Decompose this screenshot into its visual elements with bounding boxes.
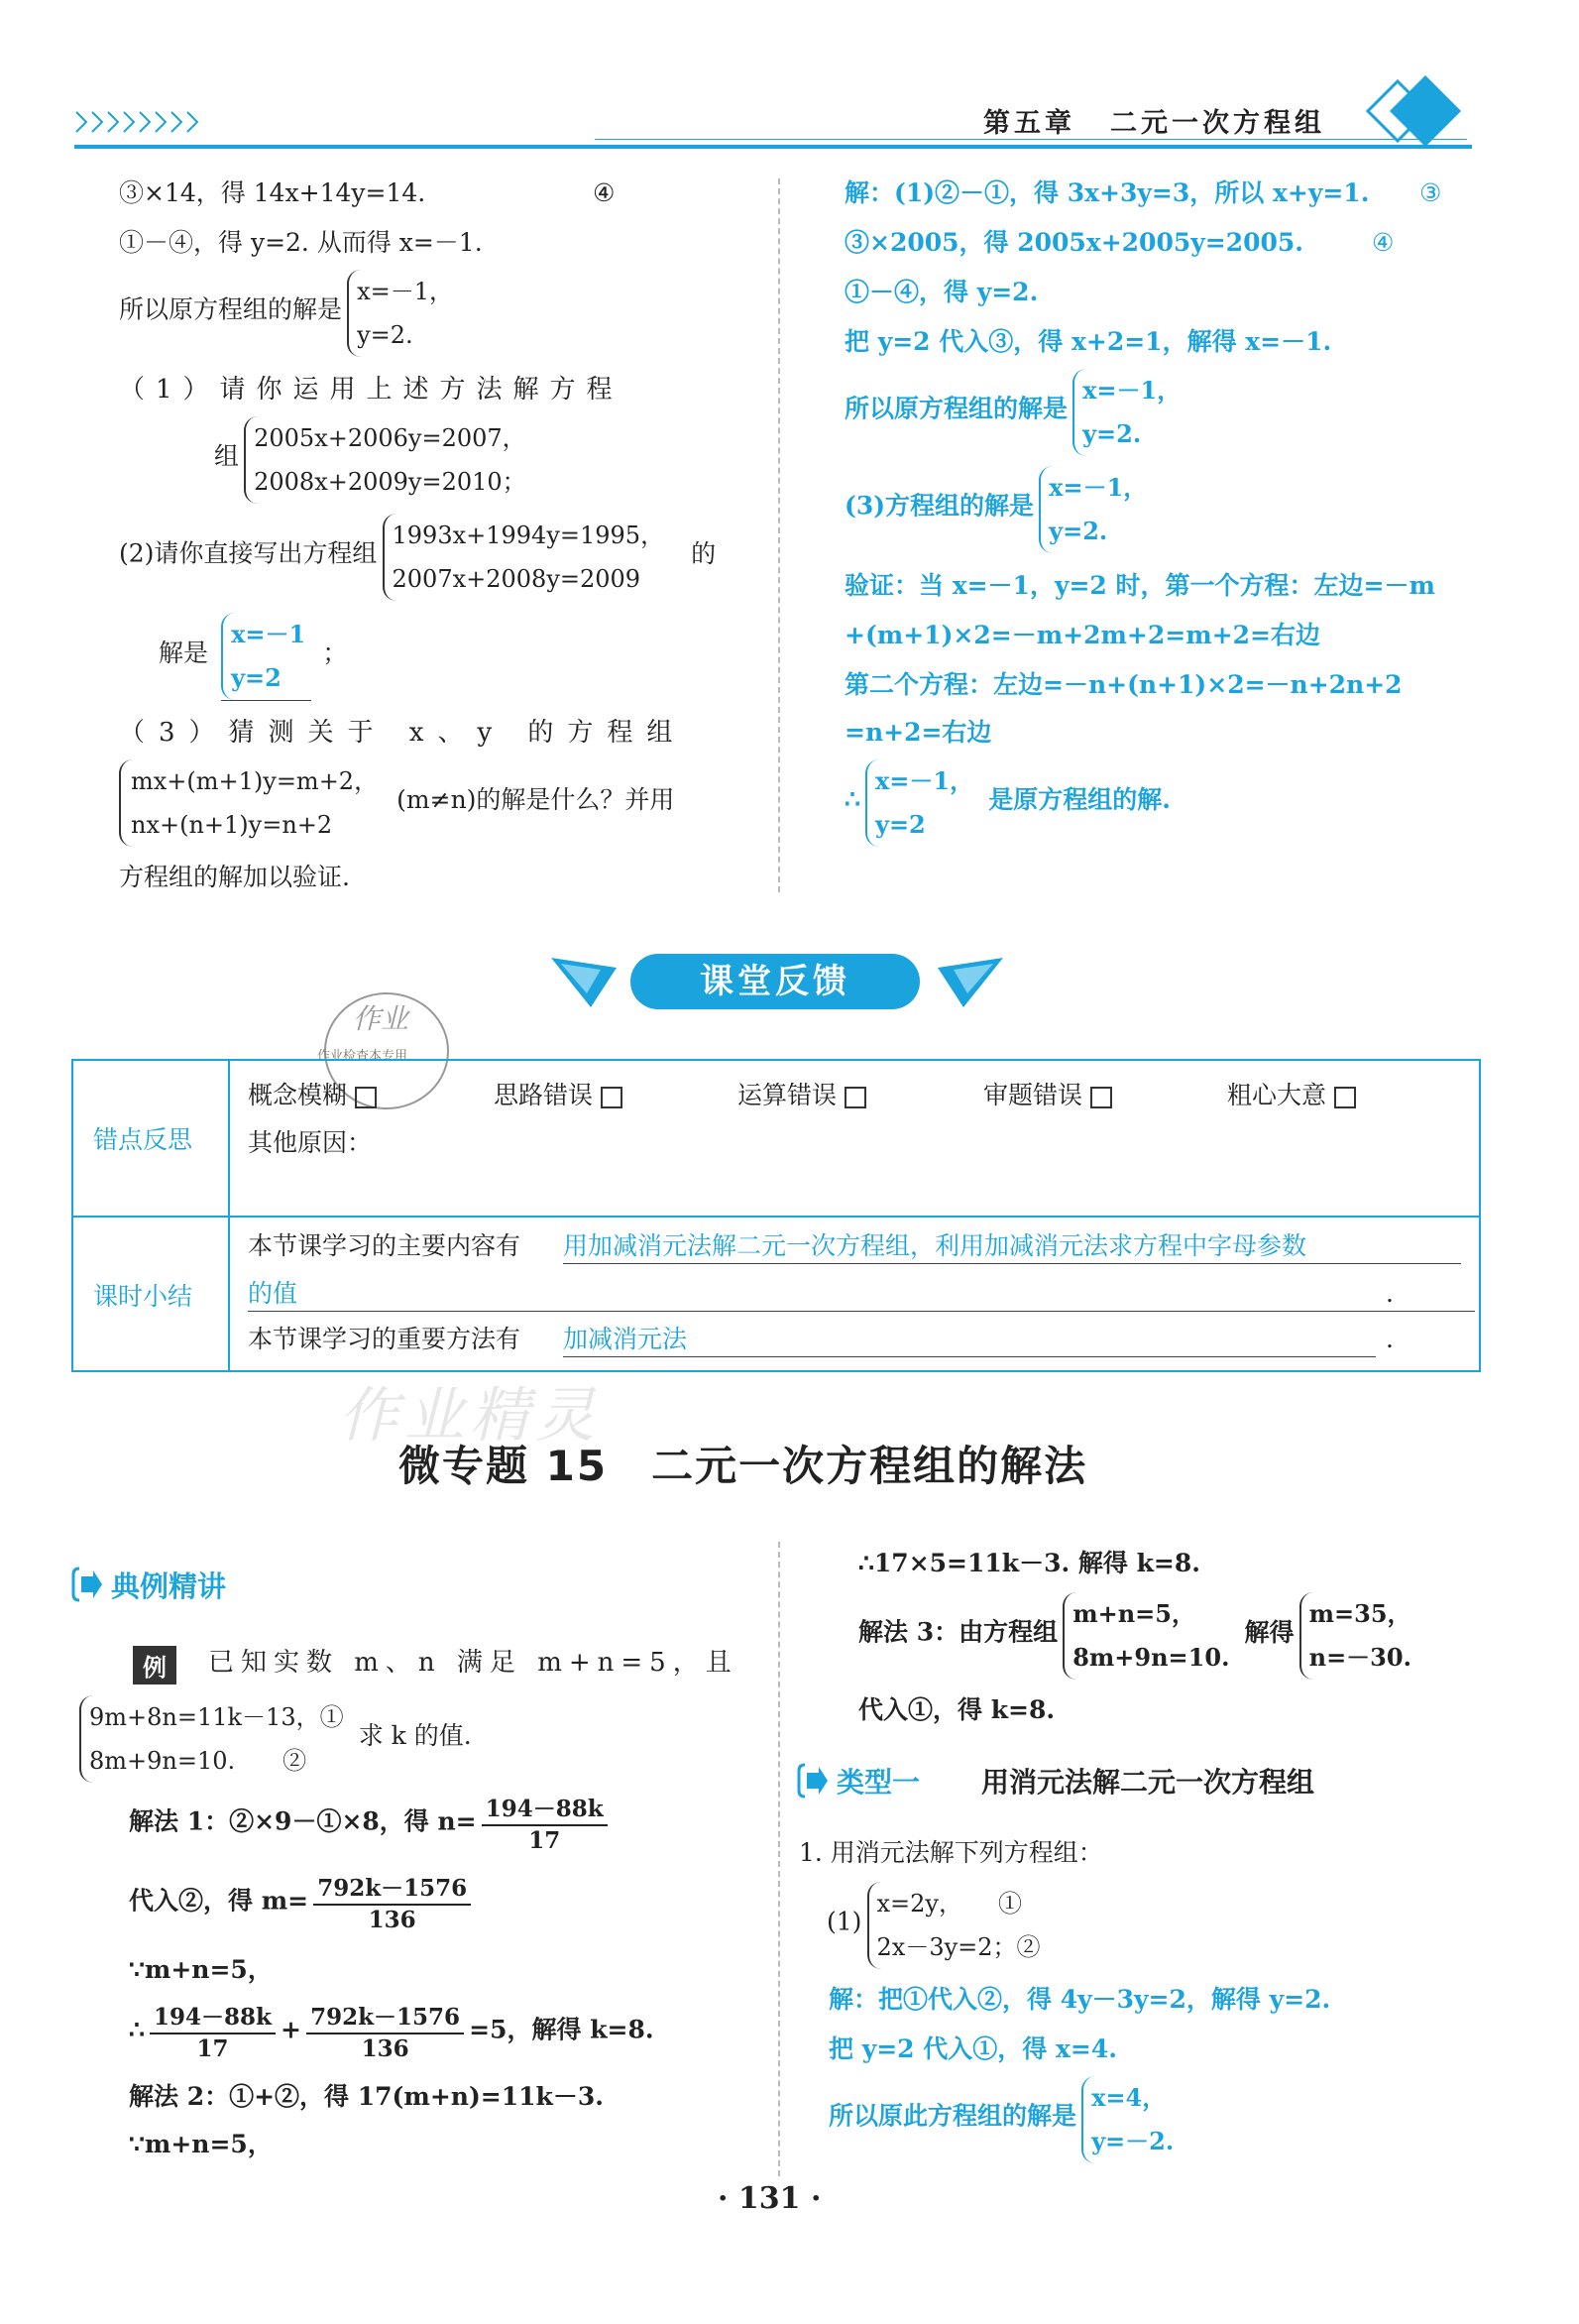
problem-1-answer-brace <box>1081 2076 1174 2163</box>
summary-1-pre: 本节课学习的主要内容有 <box>248 1231 521 1260</box>
problem-1-eq-a: x=2y， ① <box>876 1890 1022 1917</box>
method-1-therefore-plus: + <box>281 2015 301 2044</box>
method-2-because: ∵m+n=5， <box>129 2130 273 2158</box>
question-2-answer-a: x=－1 <box>231 620 306 648</box>
feedback-option-3-checkbox[interactable] <box>845 1087 866 1108</box>
feedback-row-divider <box>73 1216 1479 1218</box>
example-brace <box>79 1695 344 1783</box>
example-tag: 例 <box>133 1646 176 1685</box>
watermark: 作业精灵 <box>339 1381 601 1451</box>
method-1-because: ∵m+n=5， <box>129 1955 273 1984</box>
feedback-title: 课堂反馈 <box>630 954 920 1009</box>
method-3-sol-b: n=－30. <box>1308 1643 1411 1672</box>
question-1-eq-b: 2008x+2009y=2010； <box>254 468 526 496</box>
left-line-1: ③×14，得 14x+14y=14. <box>119 178 426 207</box>
method-3-eq-b: 8m+9n=10. <box>1072 1643 1230 1672</box>
question-3-post: (m≠n)的解是什么？并用 <box>396 784 675 814</box>
feedback-option-1-checkbox[interactable] <box>355 1087 377 1108</box>
right-solution-1-brace <box>1072 369 1181 456</box>
type-arrow-icon <box>797 1763 829 1799</box>
feedback-option-1-label: 概念模糊 <box>248 1081 348 1109</box>
left-solution-pre: 所以原方程组的解是 <box>119 294 343 324</box>
right-conclusion-b: y=2 <box>875 810 926 839</box>
summary-1-answer-2: 的值 <box>248 1277 1475 1312</box>
example-eq-a: 9m+8n=11k－13，① <box>89 1703 344 1731</box>
right-conclusion-post: 是原方程组的解. <box>988 784 1171 814</box>
right-line-1-tag: ③ <box>1419 178 1442 207</box>
method-1-therefore-frac-2 <box>306 2003 464 2064</box>
left-solution-system <box>119 270 453 357</box>
question-3: （3）猜测关于 x、y 的方程组 <box>119 718 687 748</box>
feedback-option-1[interactable] <box>248 1079 377 1112</box>
method-2: 解法 2：①+②，得 17(m+n)=11k－3. <box>129 2082 604 2111</box>
problem-1-num: (1) <box>827 1907 862 1936</box>
header-chevrons <box>74 107 213 137</box>
method-1-sub <box>129 1874 471 1935</box>
problem-1-brace <box>867 1882 1041 1969</box>
left-solution-a: x=－1， <box>357 278 454 305</box>
column-divider-bottom <box>778 1542 780 2176</box>
right-line-1: 解：(1)②－①，得 3x+3y=3，所以 x+y=1. <box>845 178 1370 207</box>
problem-1-answer-b: y=－2. <box>1091 2127 1175 2155</box>
question-2-post: 的 <box>691 538 717 568</box>
right-solution-1-pre: 所以原方程组的解是 <box>845 394 1069 423</box>
question-3-last: 方程组的解加以验证. <box>119 863 350 891</box>
right-line-2: ③×2005，得 2005x+2005y=2005. <box>845 228 1304 257</box>
method-1-therefore-num-1: 194－88k <box>150 2003 276 2034</box>
question-1-eq-a: 2005x+2006y=2007， <box>254 424 526 452</box>
method-3-mid: 解得 <box>1244 1617 1295 1647</box>
right-solution-1 <box>845 369 1181 456</box>
example-system <box>79 1695 472 1783</box>
right-conclusion-brace <box>865 759 973 847</box>
feedback-row2-label: 课时小结 <box>93 1282 193 1311</box>
left-line-2: ①－④，得 y=2. 从而得 x=－1. <box>119 228 483 257</box>
method-3-brace-2 <box>1299 1592 1411 1680</box>
method-3-brace-1 <box>1063 1592 1229 1680</box>
feedback-other-reason: 其他原因： <box>248 1128 373 1157</box>
question-3-eq-b: nx+(n+1)y=n+2 <box>131 811 333 839</box>
method-3-sub: 代入①，得 k=8. <box>858 1695 1056 1724</box>
question-2-brace <box>383 514 665 601</box>
example-eq-b: 8m+9n=10. ② <box>89 1747 307 1775</box>
right-solution-3 <box>845 466 1147 553</box>
right-line-8: +(m+1)×2=－m+2m+2=m+2=右边 <box>845 621 1320 649</box>
right-bottom-line-1: ∴17×5=11k－3. 解得 k=8. <box>858 1549 1200 1577</box>
question-3-system <box>119 759 674 847</box>
column-divider-top <box>778 178 780 892</box>
right-solution-1-a: x=－1， <box>1082 376 1182 405</box>
method-1-sub-den: 136 <box>368 1907 416 1933</box>
problem-1-answer-pre: 所以原此方程组的解是 <box>829 2101 1077 2131</box>
header-diamond-icon <box>1358 71 1477 151</box>
page-number-value: 131 <box>737 2181 801 2216</box>
right-conclusion <box>845 759 1171 847</box>
feedback-left-wing-icon <box>551 954 619 1009</box>
feedback-option-4[interactable] <box>983 1079 1112 1112</box>
feedback-right-wing-icon <box>936 954 1003 1009</box>
method-1-therefore <box>129 2003 654 2064</box>
method-3-eq-a: m+n=5， <box>1072 1599 1195 1628</box>
feedback-option-5[interactable] <box>1227 1079 1356 1112</box>
method-1-fraction <box>482 1795 608 1856</box>
right-conclusion-pre: ∴ <box>845 784 860 814</box>
right-solution-1-b: y=2. <box>1082 419 1142 448</box>
feedback-option-2-checkbox[interactable] <box>601 1087 622 1108</box>
left-solution-b: y=2. <box>357 321 413 349</box>
right-line-4: 把 y=2 代入③，得 x+2=1，解得 x=－1. <box>845 327 1332 356</box>
right-solution-3-pre: (3)方程组的解是 <box>845 491 1035 521</box>
right-line-7: 验证：当 x=－1，y=2 时，第一个方程：左边=－m <box>845 571 1435 600</box>
method-3 <box>858 1592 1411 1680</box>
method-1-therefore-den-2: 136 <box>361 2035 409 2062</box>
left-line-1-tag: ④ <box>593 178 616 207</box>
problem-1-eq-b: 2x－3y=2；② <box>876 1933 1041 1961</box>
feedback-option-3-label: 运算错误 <box>737 1081 838 1109</box>
right-solution-3-a: x=－1， <box>1049 473 1148 502</box>
question-3-brace <box>119 759 378 847</box>
problem-1-answer-a: x=4， <box>1091 2083 1167 2112</box>
header-chapter: 第五章 <box>983 108 1075 139</box>
question-2-answer-brace <box>221 613 305 700</box>
feedback-option-2-label: 思路错误 <box>494 1081 594 1109</box>
method-1-den: 17 <box>528 1827 561 1854</box>
method-1-therefore-den-1: 17 <box>196 2035 229 2062</box>
question-1-brace <box>244 416 526 504</box>
question-1-system <box>214 416 526 504</box>
type-title: 用消元法解二元一次方程组 <box>981 1766 1315 1799</box>
method-1-therefore-post: =5，解得 k=8. <box>469 2015 654 2044</box>
question-2-answer-b: y=2 <box>231 663 282 692</box>
method-3-pre: 解法 3：由方程组 <box>858 1617 1059 1647</box>
example-post: 求 k 的值. <box>358 1720 472 1750</box>
problem-1-system <box>827 1882 1041 1969</box>
method-1-therefore-pre: ∴ <box>129 2015 145 2044</box>
summary-1-answer: 用加减消元法解二元一次方程组，利用加减消元法求方程中字母参数 <box>563 1229 1461 1264</box>
summary-2-pre: 本节课学习的重要方法有 <box>248 1325 521 1353</box>
section-arrow-icon <box>71 1567 103 1602</box>
method-1-therefore-frac-1 <box>150 2003 276 2064</box>
problem-1-answer <box>829 2076 1174 2163</box>
method-1-sub-fraction <box>313 1874 471 1935</box>
header-chapter-title: 二元一次方程组 <box>1110 108 1325 139</box>
type-tag: 类型一 <box>837 1766 921 1799</box>
method-3-sol-a: m=35， <box>1308 1599 1411 1628</box>
problem-1: 1. 用消元法解下列方程组： <box>799 1838 1103 1867</box>
right-conclusion-a: x=－1， <box>875 766 974 795</box>
feedback-option-4-checkbox[interactable] <box>1090 1087 1112 1108</box>
right-line-2-tag: ④ <box>1372 228 1395 257</box>
method-1-sub-num: 792k－1576 <box>313 1874 471 1906</box>
feedback-option-4-label: 审题错误 <box>983 1081 1083 1109</box>
question-2-eq-a: 1993x+1994y=1995， <box>392 522 665 549</box>
summary-1-dot: . <box>1386 1279 1394 1308</box>
feedback-option-5-label: 粗心大意 <box>1227 1081 1327 1109</box>
right-line-9: 第二个方程：左边=－n+(n+1)×2=－n+2n+2 <box>845 670 1403 699</box>
question-2-eq-b: 2007x+2008y=2009 <box>392 565 641 593</box>
question-2-answer-pre: 解是 <box>159 639 209 667</box>
problem-1-step-1: 解：把①代入②，得 4y－3y=2，解得 y=2. <box>829 1985 1331 2014</box>
right-solution-3-brace <box>1039 466 1147 553</box>
left-solution-brace <box>347 270 453 357</box>
feedback-row1-label: 错点反思 <box>93 1125 193 1154</box>
example-line-1: 已知实数 m、n 满足 m+n=5，且 <box>208 1648 738 1678</box>
right-solution-3-b: y=2. <box>1049 517 1108 545</box>
question-2-answer <box>159 613 347 701</box>
feedback-table <box>71 1059 1481 1372</box>
question-1-pre: 组 <box>214 441 240 471</box>
feedback-option-5-checkbox[interactable] <box>1334 1087 1356 1108</box>
question-2-system <box>119 514 716 601</box>
header-rule <box>74 145 1472 149</box>
question-2-answer-end: ； <box>322 639 348 667</box>
stamp-text-1: 作业 <box>353 1002 409 1035</box>
right-line-3: ①－④，得 y=2. <box>845 278 1039 306</box>
topic-title: 微专题 15 二元一次方程组的解法 <box>398 1442 1088 1490</box>
feedback-option-2[interactable] <box>494 1079 622 1112</box>
section-title: 典例精讲 <box>111 1569 227 1603</box>
summary-2-dot: . <box>1386 1325 1394 1353</box>
stamp-text-2: 作业检查本专用 <box>317 1049 408 1064</box>
method-1-pre: 解法 1：②×9－①×8，得 n= <box>129 1806 477 1836</box>
summary-2-answer: 加减消元法 <box>563 1323 1376 1357</box>
feedback-option-3[interactable] <box>737 1079 866 1112</box>
page-number: · 131 · <box>718 2181 822 2216</box>
method-1-num: 194－88k <box>482 1795 608 1826</box>
method-1 <box>129 1795 608 1856</box>
method-1-sub-pre: 代入②，得 m= <box>129 1886 309 1916</box>
right-line-10: =n+2=右边 <box>845 718 992 747</box>
problem-1-step-2: 把 y=2 代入①，得 x=4. <box>829 2034 1117 2063</box>
method-1-therefore-num-2: 792k－1576 <box>306 2003 464 2034</box>
question-2-pre: (2)请你直接写出方程组 <box>119 538 378 568</box>
question-3-eq-a: mx+(m+1)y=m+2， <box>131 767 379 795</box>
question-1: （1）请你运用上述方法解方程 <box>119 375 623 405</box>
